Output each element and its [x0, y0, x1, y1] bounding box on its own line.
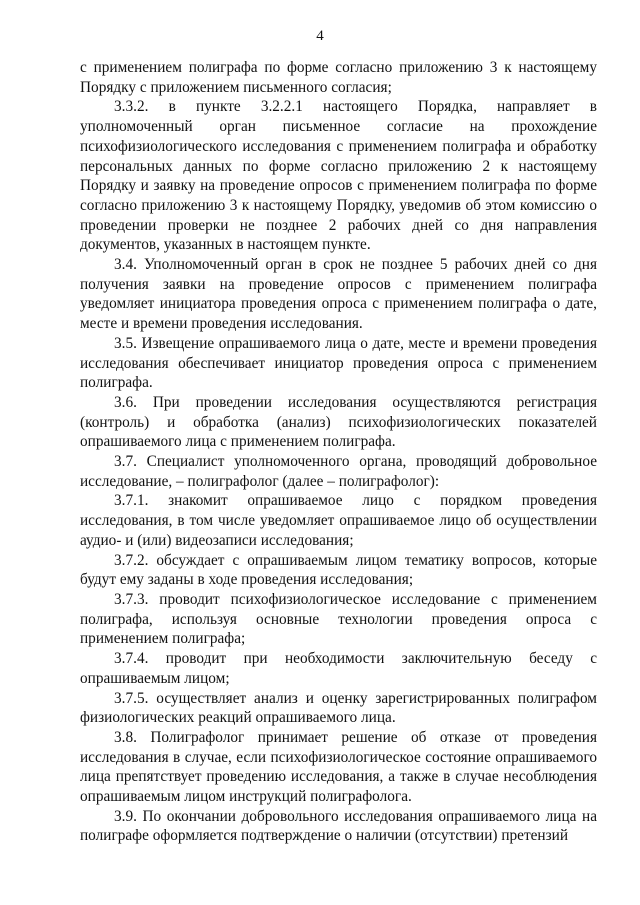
paragraph-3-7-4: 3.7.4. проводит при необходимости заключительную беседу с опрашиваемым лицом; — [80, 650, 597, 687]
paragraph-3-7-1: 3.7.1. знакомит опрашиваемое лицо с порядком проведения исследования, в том числе уведомляет опрашиваемое лицо об осуществлении аудио- и (или) видеозаписи исследования; — [80, 492, 597, 549]
paragraph-3-7: 3.7. Специалист уполномоченного органа, проводящий добровольное исследование, – полиграфолог (далее – полиграфолог): — [80, 453, 597, 490]
document-body — [80, 58, 597, 846]
paragraph-3-7-5: 3.7.5. осуществляет анализ и оценку зарегистрированных полиграфом физиологических реакций опрашиваемого лица. — [80, 689, 597, 727]
paragraph-continuation: с применением полиграфа по форме согласно приложению 3 к настоящему Порядку с приложением письменного согласия; — [80, 59, 597, 96]
paragraph-3-7-2: 3.7.2. обсуждает с опрашиваемым лицом тематику вопросов, которые будут ему заданы в ходе проведения исследования; — [80, 551, 597, 589]
paragraph-3-6: 3.6. При проведении исследования осуществляются регистрация (контроль) и обработка (анализ) психофизиологических показателей опрашиваемого лица с применением полиграфа. — [80, 393, 597, 451]
page-number: 4 — [316, 28, 324, 44]
paragraph-3-8: 3.8. Полиграфолог принимает решение об отказе от проведения исследования в случае, если психофизиологическое состояние опрашиваемого лица препятствует проведению исследования, а также в случае несоблюдения опрашиваемым лицом инструкций полиграфолога. — [80, 728, 597, 806]
paragraph-3-3-2: 3.3.2. в пункте 3.2.2.1 настоящего Порядка, направляет в уполномоченный орган письменное согласие на прохождение психофизиологического исследования с применением полиграфа и обработку персональных данных по форме согласно приложению 2 к настоящему Порядку и заявку на проведение опросов с применением полиграфа по форме согласно приложению 3 к настоящему Порядку, уведомив об этом комиссию о проведении проверки не позднее 2 рабочих дней со дня направления документов, указанных в настоящем пункте. — [80, 98, 597, 254]
paragraph-3-5: 3.5. Извещение опрашиваемого лица о дате, месте и времени проведения исследования обеспечивает инициатор проведения опроса с применением полиграфа. — [80, 334, 597, 392]
paragraph-3-9: 3.9. По окончании добровольного исследования опрашиваемого лица на полиграфе оформляется подтверждение о наличии (отсутствии) претензий — [80, 807, 597, 845]
paragraph-3-4: 3.4. Уполномоченный орган в срок не позднее 5 рабочих дней со дня получения заявки на проведение опросов с применением полиграфа уведомляет инициатора проведения опроса с применением полиграфа о дате, месте и времени проведения исследования. — [80, 256, 597, 333]
paragraph-3-7-3: 3.7.3. проводит психофизиологическое исследование с применением полиграфа, используя основные технологии проведения опроса с применением полиграфа; — [80, 590, 597, 648]
